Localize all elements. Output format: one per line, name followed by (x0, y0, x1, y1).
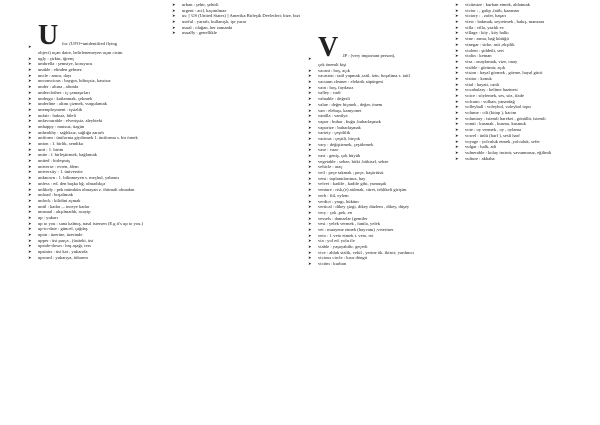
entry-text: vinegar : sirke, asit ,ekşilik (465, 41, 515, 47)
list-item (308, 261, 426, 267)
entry-text: vet : muayene etmek (hayvanı) ,veteriner (318, 226, 394, 232)
arrow-bullet-icon: ➤ (28, 101, 32, 107)
entry-text: under : altına , altında (38, 84, 79, 90)
arrow-bullet-icon: ➤ (172, 7, 176, 13)
arrow-bullet-icon: ➤ (455, 19, 459, 25)
arrow-bullet-icon: ➤ (308, 141, 312, 147)
arrow-bullet-icon: ➤ (455, 98, 459, 104)
arrow-bullet-icon: ➤ (308, 192, 312, 198)
entry-text: vary : değiştirmek, çeşitlemek (318, 141, 374, 147)
entry-list (28, 50, 148, 260)
arrow-bullet-icon: ➤ (308, 198, 312, 204)
entry-text: vapor : buhar , buğu ,buharlaşmak (318, 118, 381, 124)
entry-list (455, 2, 583, 161)
arrow-bullet-icon: ➤ (455, 47, 459, 53)
entry-text: volcano : volkan, yanardağ (465, 98, 515, 104)
arrow-bullet-icon: ➤ (28, 232, 32, 237)
entry-text: university : 1. üniversite (38, 169, 83, 175)
entry-text: visible : görünür, açık (465, 64, 506, 70)
arrow-bullet-icon: ➤ (308, 249, 312, 255)
entry-text: victim : kurban (318, 261, 347, 267)
entry-text: unless : ed. den başka bğ. olmadıkça (38, 180, 106, 186)
entry-text: underclothes : iç çamaşırları (38, 89, 90, 95)
arrow-bullet-icon: ➤ (455, 53, 459, 59)
column-v-continued (455, 2, 583, 161)
arrow-bullet-icon: ➤ (308, 96, 312, 102)
arrow-bullet-icon: ➤ (28, 203, 32, 209)
entry-text: vacant : boş, açık (318, 67, 350, 73)
entry-text: verdict : yargı, hüküm (318, 198, 359, 204)
arrow-bullet-icon: ➤ (308, 255, 312, 261)
arrow-bullet-icon: ➤ (455, 138, 459, 144)
entry-text: uncle : amca, dayı (38, 72, 72, 78)
arrow-bullet-icon: ➤ (455, 132, 459, 138)
arrow-bullet-icon: ➤ (455, 36, 459, 42)
arrow-bullet-icon: ➤ (28, 186, 32, 192)
list-item (172, 30, 300, 36)
entry-text: veil : peçe takmak ; peçe, başörtüsü (318, 170, 384, 176)
arrow-bullet-icon: ➤ (28, 146, 32, 152)
entry-text: valley : vadi (318, 90, 341, 96)
entry-text: verb : fiil, eylem (318, 192, 349, 198)
entry-text: ugly : çirkin, iğrenç (38, 55, 75, 61)
entry-text: vacation : tatil yapmak ,tatil, izin, boşaltma s. tatil (318, 73, 410, 79)
entry-text: vanilla : vanilya (318, 113, 348, 119)
entry-text: veto : f. veto etmek i. veto, ret (318, 232, 374, 238)
arrow-bullet-icon: ➤ (28, 67, 32, 73)
entry-text: visa : onaylamak, vize, onay (465, 58, 518, 64)
arrow-bullet-icon: ➤ (28, 152, 32, 158)
list-item (28, 255, 148, 261)
entry-text: van : elebaşı, kamyonet (318, 107, 362, 113)
arrow-bullet-icon: ➤ (455, 81, 459, 87)
column-v (308, 32, 426, 267)
entry-text: violin : keman (465, 53, 492, 59)
arrow-bullet-icon: ➤ (308, 124, 312, 130)
arrow-bullet-icon: ➤ (308, 130, 312, 136)
arrow-bullet-icon: ➤ (308, 55, 312, 61)
arrow-bullet-icon: ➤ (28, 249, 32, 255)
arrow-bullet-icon: ➤ (308, 113, 312, 119)
entry-text: union : 1. birlik, sendika (38, 141, 83, 146)
entry-text: vicious circle : kısır döngü (318, 255, 367, 261)
entry-text: usual : olağan, her zamanki (182, 24, 233, 30)
arrow-bullet-icon: ➤ (28, 55, 32, 61)
entry-text: vehicle : araç (318, 164, 343, 170)
arrow-bullet-icon: ➤ (28, 123, 32, 129)
entry-text: vomit : kusmak , kusma, kusmuk (465, 121, 526, 127)
entry-text: unload : boşaltmak (38, 192, 73, 198)
entry-text: vegetable : sebze, bitki ,bitkisel, sebze (318, 158, 389, 164)
arrow-bullet-icon: ➤ (455, 87, 459, 93)
entry-text: vision : hayal görmek , görme, hayal gücü (465, 70, 543, 76)
arrow-bullet-icon: ➤ (455, 121, 459, 127)
entry-text: upon : üzerine, üzerinde (38, 232, 83, 237)
arrow-bullet-icon: ➤ (28, 158, 32, 164)
entry-text: underline : altını çizmek, vurgulamak (38, 101, 107, 107)
arrow-bullet-icon: ➤ (28, 163, 32, 169)
entry-text: unknown : 1. bilinmeyen s. meçhul, yabancı (38, 175, 120, 181)
arrow-bullet-icon: ➤ (308, 67, 312, 73)
entry-text: visitor : konuk (465, 75, 492, 81)
entry-text: upstairs : üst kat , yukarıda (38, 249, 88, 255)
arrow-bullet-icon: ➤ (28, 220, 32, 226)
arrow-bullet-icon: ➤ (308, 226, 312, 232)
arrow-bullet-icon: ➤ (308, 90, 312, 96)
entry-text: voluntary : istemli hareket , gönüllü, istemli (465, 115, 546, 121)
arrow-bullet-icon: ➤ (28, 243, 32, 249)
entry-text: variety : çeşitlilik (318, 130, 351, 136)
arrow-bullet-icon: ➤ (455, 2, 459, 7)
section-u-header (28, 20, 148, 51)
entry-text: for. (UFO=unidentified flying (62, 41, 118, 47)
entry-text: unable : elinden gelmez (38, 67, 82, 73)
entry-text: villa : villa, yazlık ev (465, 24, 504, 30)
arrow-bullet-icon: ➤ (455, 149, 459, 155)
entry-text: unhealthy : sağlıksız, sağlığa zararlı (38, 129, 104, 135)
arrow-bullet-icon: ➤ (28, 129, 32, 135)
arrow-bullet-icon: ➤ (455, 13, 459, 19)
arrow-bullet-icon: ➤ (308, 84, 312, 90)
entry-text: village : köy , köy halkı (465, 30, 509, 36)
arrow-bullet-icon: ➤ (455, 41, 459, 47)
arrow-bullet-icon: ➤ (308, 238, 312, 244)
entry-text: useful : yararlı, kullanışlı, işe yarar (182, 19, 247, 25)
entry-text: vowel : ünlü (harf ), sesli harf (465, 132, 520, 138)
arrow-bullet-icon: ➤ (308, 181, 312, 187)
arrow-bullet-icon: ➤ (455, 64, 459, 70)
arrow-bullet-icon: ➤ (455, 70, 459, 76)
arrow-bullet-icon: ➤ (172, 24, 176, 30)
arrow-bullet-icon: ➤ (308, 158, 312, 164)
entry-text: valuable : değerli (318, 96, 350, 102)
arrow-bullet-icon: ➤ (28, 72, 32, 78)
arrow-bullet-icon: ➤ (28, 180, 32, 186)
section-v-header (308, 32, 426, 63)
arrow-bullet-icon: ➤ (308, 221, 312, 227)
entry-text: view : bakmak, seyretmek , bakış, manzara (465, 19, 545, 25)
entry-text: up : yukarı (38, 214, 58, 220)
arrow-bullet-icon: ➤ (308, 232, 312, 238)
arrow-bullet-icon: ➤ (308, 147, 312, 153)
arrow-bullet-icon: ➤ (28, 135, 32, 141)
arrow-bullet-icon: ➤ (455, 110, 459, 116)
entry-text: unit : 1. birim (38, 146, 64, 152)
arrow-bullet-icon: ➤ (28, 118, 32, 124)
entry-text: urban : şehir, şehirli (182, 2, 219, 7)
entry-text: unlock : kilidini açmak (38, 197, 81, 203)
entry-text: vase : vazo (318, 147, 339, 153)
entry-text: vacuum cleaner : elektrik süpürgesi (318, 79, 384, 85)
entry-text: universe : evren, âlem (38, 163, 79, 169)
entry-text: velvet : kadife , kadife gibi, yumuşak (318, 181, 387, 187)
arrow-bullet-icon: ➤ (455, 30, 459, 36)
column-u-continued (172, 2, 300, 36)
entry-text: object) uçan daire, belirlenemeyen uçan cisim (38, 50, 123, 55)
entry-text: victimize : kurban etmek, aldatmak (465, 2, 530, 7)
arrow-bullet-icon: ➤ (28, 95, 32, 101)
arrow-bullet-icon: ➤ (172, 19, 176, 25)
arrow-bullet-icon: ➤ (455, 24, 459, 30)
arrow-bullet-icon: ➤ (28, 84, 32, 90)
entry-text: upward : yukarıya, itibaren (38, 254, 88, 260)
list-item (455, 156, 583, 162)
arrow-bullet-icon: ➤ (308, 244, 312, 249)
entry-text: volume : cilt (kitap ), hacim (465, 110, 517, 116)
arrow-bullet-icon: ➤ (308, 118, 312, 124)
arrow-bullet-icon: ➤ (28, 254, 32, 260)
entry-text: voice : söylemek, ses, söz, ifade (465, 93, 524, 98)
entry-text: via : yol ed. yolu ile (318, 238, 355, 244)
entry-text: uniform : üniforma giydirmek 1. üniforma s. bir örnek (38, 135, 138, 141)
arrow-bullet-icon: ➤ (28, 89, 32, 95)
entry-text: very : çok ,pek, en (318, 209, 352, 215)
entry-text: vulture : akbaba (465, 155, 495, 161)
arrow-bullet-icon: ➤ (308, 153, 312, 158)
arrow-bullet-icon: ➤ (455, 75, 459, 81)
arrow-bullet-icon: ➤ (308, 261, 312, 267)
arrow-bullet-icon: ➤ (455, 104, 459, 110)
entry-text: .IP : (very important person), (342, 53, 396, 59)
entry-text: urgent : acil, kaçınılmaz (182, 7, 227, 13)
entry-text: until : kadar ,– inceye kadar (38, 203, 90, 209)
entry-text: unlikely : pek mümkün olmayan z. ihtimali olmadan (38, 186, 135, 192)
arrow-bullet-icon: ➤ (308, 79, 312, 85)
arrow-bullet-icon: ➤ (308, 73, 312, 79)
entry-text: victory : , zafer, başarı (465, 13, 507, 19)
arrow-bullet-icon: ➤ (455, 127, 459, 133)
entry-text: vital : hayati, canlı (465, 81, 500, 87)
entry-text: vote : oy vermek , oy , oylama (465, 127, 522, 133)
arrow-bullet-icon: ➤ (28, 78, 32, 84)
entry-text: vast : geniş, çok büyük (318, 153, 361, 158)
arrow-bullet-icon: ➤ (455, 155, 459, 161)
arrow-bullet-icon: ➤ (308, 107, 312, 113)
drop-cap-letter: U (38, 20, 59, 51)
arrow-bullet-icon: ➤ (28, 209, 32, 215)
arrow-bullet-icon: ➤ (28, 226, 32, 232)
column-u (28, 20, 148, 260)
entry-text: value : değer biçmek , değer, önem (318, 101, 383, 107)
arrow-bullet-icon: ➤ (28, 175, 32, 181)
entry-text: çok önemli kişi (318, 62, 347, 67)
arrow-bullet-icon: ➤ (455, 115, 459, 121)
entry-text: vessels : damarlar (gemiler (318, 215, 368, 221)
entry-text: vaporize : buharlaşmak (318, 124, 361, 130)
entry-text: unconscious : baygın, bilinçsiz, kasıtsız (38, 78, 111, 84)
arrow-bullet-icon: ➤ (28, 112, 32, 118)
entry-list (308, 62, 426, 267)
arrow-bullet-icon: ➤ (308, 170, 312, 176)
arrow-bullet-icon: ➤ (28, 237, 32, 243)
entry-text: undergo : katlanmak, çekmek (38, 95, 93, 101)
arrow-bullet-icon: ➤ (455, 7, 459, 13)
entry-text: vest : yelek vermek , fanila, yelek (318, 221, 380, 227)
entry-text: vice : ahlak sizlik, vekil , yerine ök. ikinci; yardımcı (318, 249, 414, 255)
entry-text: victor : , galip ,fatih, kazanan (465, 7, 519, 13)
entry-text: viable : yaşayabilir, geçerli (318, 244, 368, 249)
arrow-bullet-icon: ➤ (455, 58, 459, 64)
arrow-bullet-icon: ➤ (28, 169, 32, 175)
arrow-bullet-icon: ➤ (172, 13, 176, 19)
entry-text: vulgar : halk, adi (465, 144, 497, 150)
entry-text: various : çeşitli, birçok (318, 135, 361, 141)
entry-text: upside-down : baş aşağı, ters (38, 243, 91, 249)
arrow-bullet-icon: ➤ (28, 43, 32, 49)
entry-text: unusual : alışılmadık, acayip (38, 209, 91, 215)
entry-text: unhappy : mutsuz, üzgün (38, 123, 85, 129)
arrow-bullet-icon: ➤ (308, 187, 312, 193)
entry-text: up to you : sana kalmış, nasıl istersen (E.g it's up to you.) (38, 220, 144, 226)
arrow-bullet-icon: ➤ (308, 164, 312, 170)
arrow-bullet-icon: ➤ (455, 144, 459, 150)
arrow-bullet-icon: ➤ (28, 214, 32, 220)
entry-text: unemployment : işsizlik (38, 106, 83, 112)
arrow-bullet-icon: ➤ (28, 61, 32, 67)
entry-text: vocabulary : kelime hazinesi (465, 87, 518, 93)
entry-text: vulnerable : kolay incinir, savunmasız, eğilimli (465, 149, 552, 155)
entry-text: venture : risk,(e) atılmak, cüret, tehlikeli girişim (318, 187, 407, 193)
entry-text: vain : boş, faydasız (318, 84, 354, 90)
entry-text: usually : genellikle (182, 30, 217, 36)
arrow-bullet-icon: ➤ (172, 2, 176, 7)
arrow-bullet-icon: ➤ (28, 197, 32, 203)
entry-text: upper : üst parça , (üstteki, üst (38, 237, 94, 243)
entry-text: unite : f. birleştirmek, bağlamak (38, 152, 97, 158)
arrow-bullet-icon: ➤ (308, 101, 312, 107)
entry-text: unfair : haksız, hileli (38, 112, 77, 118)
arrow-bullet-icon: ➤ (308, 209, 312, 215)
entry-text: us: [ US (United States) ] Amerika Birleşik Devletleri; bize, bizi (182, 13, 301, 19)
arrow-bullet-icon: ➤ (28, 106, 32, 112)
entry-text: violent : şiddetli, sert (465, 47, 504, 53)
arrow-bullet-icon: ➤ (308, 215, 312, 221)
entry-text: united : birleşmiş (38, 158, 70, 164)
entry-list (172, 2, 300, 36)
entry-text: unfavourable : elverişsiz, aleyhteki (38, 118, 103, 124)
entry-text: umbrella : şemsiye, koruyucu (38, 61, 93, 67)
entry-text: volleyball : voleybol, voleybol topu (465, 104, 531, 110)
drop-cap-letter: V (318, 32, 339, 63)
arrow-bullet-icon: ➤ (308, 135, 312, 141)
entry-text: voyage : yolculuk etmek ,yolculuk, sefer (465, 138, 540, 144)
arrow-bullet-icon: ➤ (28, 192, 32, 198)
arrow-bullet-icon: ➤ (455, 93, 459, 98)
entry-text: vertical : dikey çizgi, dikey düzlem , dikey, düşey (318, 204, 410, 210)
entry-text: vine : asma, bağ kütüğü (465, 36, 509, 42)
arrow-bullet-icon: ➤ (28, 141, 32, 146)
arrow-bullet-icon: ➤ (308, 175, 312, 181)
entry-text: vent : toplantılarımız, hay (318, 175, 366, 181)
entry-text: up-to-date : güncel, çağdaş (38, 226, 88, 232)
arrow-bullet-icon: ➤ (308, 204, 312, 210)
arrow-bullet-icon: ➤ (172, 30, 176, 36)
